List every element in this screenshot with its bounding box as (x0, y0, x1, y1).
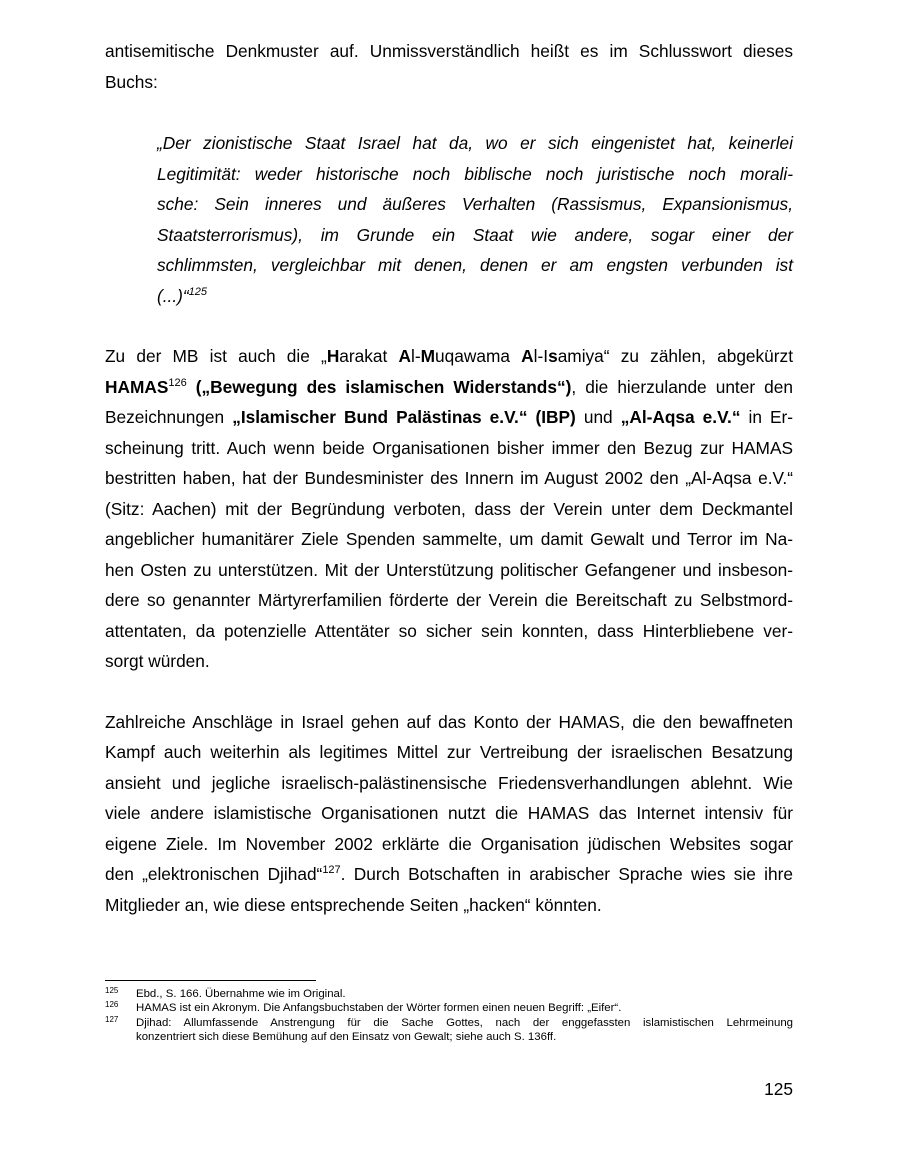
quote-line: schlimmsten, vergleichbar mit denen, denen er am engsten verbunden ist (157, 255, 793, 275)
text-run: und (575, 407, 621, 427)
bold-term: „Islamischer Bund Palästinas e.V.“ (IBP) (232, 407, 576, 427)
bold-term: („Bewegung des islamischen Widerstands“) (186, 376, 572, 397)
text-run: den „elektronischen Djihad“ (105, 864, 323, 884)
page-number: 125 (764, 1079, 793, 1099)
footnote-line: konzentriert sich diese Bemühung auf den Einsatz von Gewalt; siehe auch S. 136ff. (136, 1031, 557, 1044)
block-quote (105, 128, 793, 311)
text-run: in Er- (740, 407, 794, 427)
quote-line: „Der zionistische Staat Israel hat da, wo er sich eingenistet hat, keinerlei (157, 133, 793, 153)
paragraph-line (105, 341, 793, 372)
footnote-number: 127 (105, 1014, 119, 1024)
paragraph-line (105, 372, 793, 403)
intro-paragraph (105, 36, 793, 97)
acronym-letter: s (548, 346, 558, 366)
bold-term: „Al-Aqsa e.V.“ (620, 407, 741, 427)
footnote-line: Djihad: Allumfassende Anstrengung für die Sache Gottes, nach der enggefassten islamistischen Lehrmeinung (136, 1016, 793, 1029)
text-run: , die hierzulande unter den (571, 376, 793, 397)
acronym-letter: A (398, 346, 412, 366)
footnote-ref[interactable]: 126 (168, 376, 187, 389)
intro-line: antisemitische Denkmuster auf. Unmissverständlich heißt es im Schlusswort dieses (105, 41, 793, 61)
paragraph-line: ansieht und jegliche israelisch-palästinensische Friedensverhandlungen ablehnt. Wie (105, 772, 793, 793)
quote-last-text: (...)“ (157, 285, 189, 306)
footnote-text: HAMAS ist ein Akronym. Die Anfangsbuchstaben der Wörter formen einen neuen Begriff: „Eifer“. (136, 1002, 622, 1015)
hamas-paragraph (105, 341, 793, 677)
text-run: Bezeichnungen (105, 407, 233, 427)
paragraph-line: sorgt würden. (105, 651, 210, 671)
text-run: l- (411, 346, 421, 366)
footnote-126 (105, 1001, 793, 1015)
paragraph-line: (Sitz: Aachen) mit der Begründung verboten, dass der Verein unter dem Deckmantel (105, 498, 793, 519)
footnote-number: 125 (105, 986, 119, 995)
paragraph-line: eigene Ziele. Im November 2002 erklärte die Organisation jüdischen Websites sogar (105, 833, 793, 854)
footnote-125 (105, 987, 793, 1001)
bold-term: HAMAS (105, 376, 169, 397)
footnote-ref[interactable]: 127 (322, 864, 341, 876)
attacks-paragraph (105, 707, 793, 921)
quote-line: sche: Sein inneres und äußeres Verhalten (Rassismus, Expansionismus, (157, 194, 793, 214)
footnote-ref[interactable]: 125 (188, 285, 208, 298)
text-run: . Durch Botschaften in arabischer Sprache wies sie ihre (340, 864, 793, 884)
text-run: amiya“ zu zählen, abgekürzt (557, 346, 793, 366)
acronym-letter: A (521, 346, 534, 366)
paragraph-line: viele andere islamistische Organisationen nutzt die HAMAS das Internet intensiv für (105, 803, 793, 823)
page-body (105, 36, 793, 920)
text-run: Zu der MB ist auch die „ (105, 346, 327, 366)
paragraph-line: scheinung tritt. Auch wenn beide Organisationen bisher immer den Bezug zur HAMAS (105, 437, 793, 458)
paragraph-line (105, 402, 793, 433)
paragraph-line: Mitglieder an, wie diese entsprechende Seiten „hacken“ könnten. (105, 894, 602, 915)
paragraph-line (105, 859, 793, 890)
intro-line: Buchs: (105, 71, 158, 92)
footnote-divider (105, 980, 316, 981)
paragraph-line: Kampf auch weiterhin als legitimes Mittel zur Vertreibung der israelischen Besatzung (105, 742, 793, 762)
footnotes-section (105, 980, 793, 1045)
paragraph-line: bestritten haben, hat der Bundesminister des Innern im August 2002 den „Al-Aqsa e.V.“ (105, 468, 793, 488)
paragraph-line: hen Osten zu unterstützen. Mit der Unterstützung politischer Gefangener und insbeson- (105, 559, 793, 580)
text-run: l-I (533, 346, 549, 366)
footnote-text: Ebd., S. 166. Übernahme wie im Original. (136, 988, 346, 1000)
text-run: uqawama (435, 346, 522, 366)
text-run: arakat (339, 346, 399, 366)
paragraph-line: angeblicher humanitärer Ziele Spenden sammelte, um damit Gewalt und Terror im Na- (105, 529, 793, 549)
footnote-text (136, 1016, 793, 1045)
acronym-letter: M (420, 346, 436, 366)
paragraph-line: attentaten, da potenzielle Attentäter so sicher sein konnten, dass Hinterbliebene ver- (105, 620, 793, 641)
acronym-letter: H (326, 346, 340, 366)
quote-line: Staatsterrorismus), im Grunde ein Staat wie andere, sogar einer der (157, 224, 793, 245)
footnote-127 (105, 1016, 793, 1045)
quote-line (157, 281, 793, 312)
paragraph-line: Zahlreiche Anschläge in Israel gehen auf das Konto der HAMAS, die den bewaffneten (105, 711, 793, 732)
paragraph-line: dere so genannter Märtyrerfamilien förderte der Verein die Bereitschaft zu Selbstmord- (105, 590, 793, 610)
quote-line: Legitimität: weder historische noch biblische noch juristische noch morali- (157, 163, 793, 184)
footnote-number: 126 (105, 1000, 119, 1010)
